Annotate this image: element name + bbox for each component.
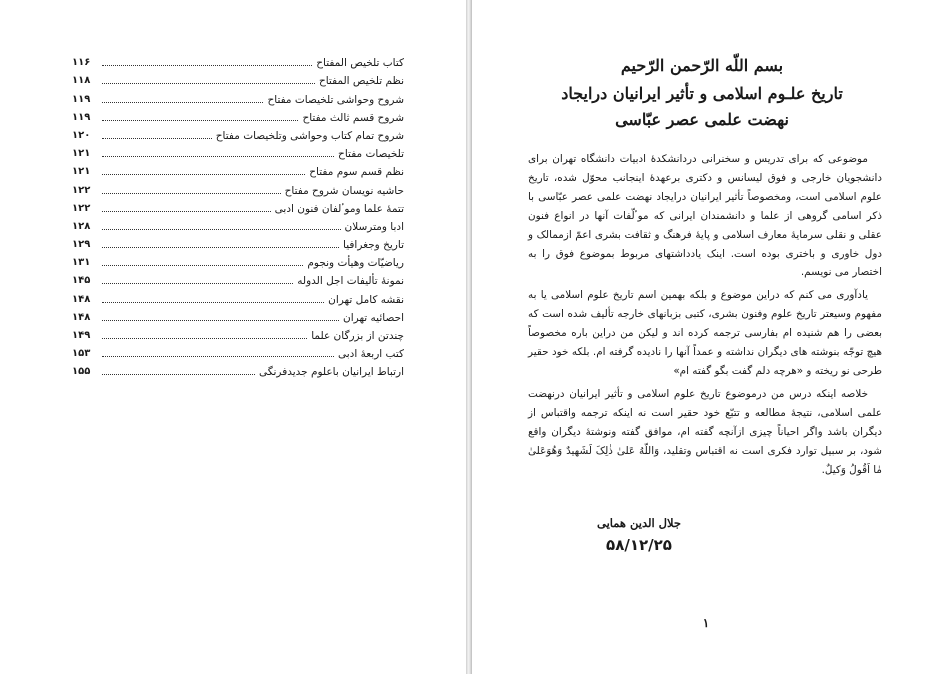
toc-row <box>72 216 404 234</box>
toc-row <box>72 88 404 106</box>
toc-page-number: ۱۱۸ <box>72 75 91 87</box>
bismillah: بسم اللّه الرّحمن الرّحیم <box>620 56 784 75</box>
toc-row <box>72 288 404 306</box>
toc-row <box>72 107 404 125</box>
toc-entry-title: چندتن از بزرگان علما <box>311 330 404 342</box>
right-page <box>472 0 932 674</box>
toc-page-number: ۱۲۹ <box>72 239 91 251</box>
toc-entry-title: ریاضیّات وهیأت ونجوم <box>307 257 404 270</box>
toc-leader-dots <box>102 101 263 103</box>
toc-page-number: ۱۴۹ <box>72 330 91 341</box>
toc-entry-title: تتمهٔ علما وموٴلفان فنون ادبی <box>274 202 404 215</box>
toc-entry-title: شروح وحواشی تلخیصات مفتاح <box>267 93 404 106</box>
toc-row <box>72 325 404 343</box>
paragraph: یادآوری می کنم که دراین موضوع و بلکه بهمین اسم تاریخ علوم اسلامی یا به مفهوم وسیعتر تاریخ علوم وفنون بشری، کتبی بزبانهای خارجه تألیف شده است که بعضی را هم شنیده ام بفارسی ترجمه کرده اند و لیکن من دراین باره مخصوصاً هیچ توجّه بنوشته های دیگران نداشته و عمداً آنها را نادیده گرفته ام. بلکه خود حقیر طرحی نو ریخته و «هرچه دلم گفت بگو گفته ام» <box>528 289 882 377</box>
author-signature: جلال الدین همایی <box>596 516 682 530</box>
toc-row <box>72 361 404 379</box>
toc-page-number: ۱۲۲ <box>72 202 91 214</box>
toc-leader-dots <box>102 301 324 303</box>
toc-leader-dots <box>102 173 305 175</box>
chapter-subtitle: نهضت علمی عصر عبّاسی <box>615 110 789 129</box>
toc-page-number: ۱۲۲ <box>72 184 91 196</box>
toc-entry-title: تاریخ وجغرافیا <box>343 239 404 252</box>
toc-page-number: ۱۳۱ <box>72 257 91 269</box>
toc-page-number: ۱۲۱ <box>72 166 91 178</box>
toc-page-number: ۱۴۵ <box>72 275 91 287</box>
toc-entry-title: کتاب تلخیص المفتاح <box>316 57 404 70</box>
toc-entry-title: احصائیه تهران <box>343 311 404 324</box>
table-of-contents <box>72 52 404 379</box>
toc-entry-title: کتب اربعهٔ ادبی <box>337 348 404 361</box>
toc-entry-title: شروح تمام کتاب وحواشی وتلخیصات مفتاح <box>215 129 404 142</box>
toc-entry-title: حاشیه نویسان شروح مفتاح <box>284 184 404 197</box>
toc-page-number: ۱۱۹ <box>72 111 91 123</box>
toc-page-number: ۱۴۸ <box>72 311 91 323</box>
date: ۵۸/۱۲/۲۵ <box>606 536 672 554</box>
toc-entry-title: نظم تلخیص المفتاح <box>318 75 404 88</box>
toc-page-number: ۱۱۶ <box>72 57 91 69</box>
toc-entry-title: ادبا ومترسلان <box>344 220 404 233</box>
toc-row <box>72 234 404 252</box>
toc-row <box>72 70 404 88</box>
toc-row <box>72 343 404 361</box>
toc-row <box>72 143 404 161</box>
toc-row <box>72 161 404 179</box>
toc-row <box>72 179 404 197</box>
toc-leader-dots <box>102 355 334 357</box>
toc-leader-dots <box>102 155 334 157</box>
toc-leader-dots <box>102 282 293 284</box>
toc-entry-title: نمونهٔ تألیفات اجل الدوله <box>297 275 404 288</box>
toc-row <box>72 307 404 325</box>
toc-page-number: ۱۲۱ <box>72 148 91 160</box>
paragraph: خلاصه اینکه درس من درموضوع تاریخ علوم اسلامی و تأثیر ایرانیان درنهضت علمی اسلامی، نتیجهٔ مطالعه و تتبّع خود حقیر است نه اینکه ترجمه واقتباس از دیگران باشد واگر احیاناً چیزی ازآنچه گفته ام، موافق گفته ونوشتهٔ دیگران واقع شود، بر سبیل توارد فکری است نه اقتباس وتقلید، وَاللّهُ عَلیٰ ذٰلِکَ لَشَهیدٌ وَهُوَعَلیٰ مٰا اَقُولُ وَکیلٌ. <box>528 387 882 476</box>
toc-row <box>72 52 404 70</box>
toc-page-number: ۱۲۰ <box>72 129 91 141</box>
toc-entry-title: ارتباط ایرانیان باعلوم جدیدفرنگی <box>258 366 404 379</box>
toc-leader-dots <box>102 210 271 212</box>
toc-page-number: ۱۱۹ <box>72 93 91 105</box>
toc-row <box>72 270 404 288</box>
chapter-title: تاریخ علـوم اسلامی و تأثیر ایرانیان درایجاد <box>561 84 843 103</box>
toc-entry-title: شروح قسم ثالث مفتاح <box>302 111 404 124</box>
toc-leader-dots <box>102 137 212 139</box>
toc-page-number: ۱۵۵ <box>72 366 91 378</box>
page-number: ۱ <box>702 616 710 630</box>
toc-leader-dots <box>102 264 303 266</box>
toc-leader-dots <box>102 64 312 66</box>
toc-leader-dots <box>102 192 281 194</box>
toc-row <box>72 252 404 270</box>
toc-leader-dots <box>102 246 339 248</box>
toc-entry-title: نقشه کامل تهران <box>328 293 404 306</box>
toc-page-number: ۱۵۳ <box>72 348 91 360</box>
toc-leader-dots <box>102 319 339 321</box>
toc-row <box>72 125 404 143</box>
paragraph: موضوعی که برای تدریس و سخنرانی دردانشکدهٔ ادبیات دانشگاه تهران برای دانشجویان خارجی و فوق لیسانس و دکتری برعهدهٔ اینجانب محوّل شده، تاریخ علوم اسلامی است، ومخصوصاً تأثیر ایرانیان درایجاد نهضت علمی عصر عبّاسی با ذکر اسامی گروهی از علما و دانشمندان ایرانی که موٴلّفات آنها در انواع فنون عقلی و نقلی سرمایهٔ معارف اسلامی و پایهٔ فرهنگ و ثقافت بشری اعمّ ازممالک و دول خاوری و باختری بوده است. اینک یادداشتهای مربوط بموضوع فوق را به اختصار می نویسم. <box>528 153 882 279</box>
toc-leader-dots <box>102 119 298 121</box>
toc-entry-title: تلخیصات مفتاح <box>338 148 404 161</box>
toc-leader-dots <box>102 228 341 230</box>
toc-leader-dots <box>102 337 307 339</box>
toc-row <box>72 198 404 216</box>
toc-page-number: ۱۲۸ <box>72 220 91 232</box>
preface-body <box>528 150 882 483</box>
toc-entry-title: نظم قسم سوم مفتاح <box>309 166 404 179</box>
toc-leader-dots <box>102 373 255 375</box>
toc-leader-dots <box>102 82 315 84</box>
toc-page-number: ۱۴۸ <box>72 293 91 305</box>
